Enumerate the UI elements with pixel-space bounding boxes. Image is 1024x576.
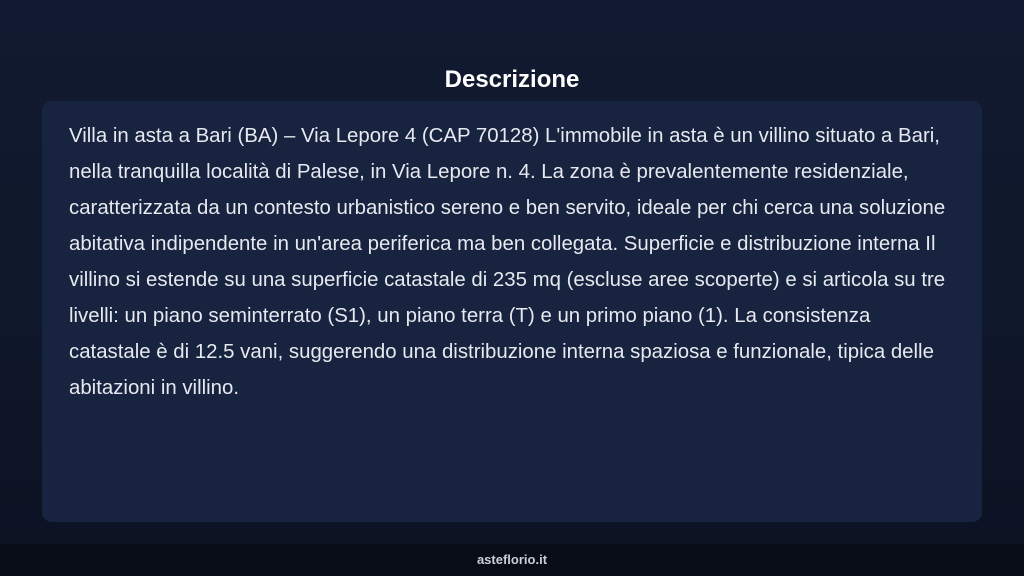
description-card <box>42 101 982 522</box>
footer-brand-link[interactable]: asteflorio.it <box>476 552 548 567</box>
footer-bar <box>0 544 1024 576</box>
description-text: Villa in asta a Bari (BA) – Via Lepore 4 (CAP 70128) L'immobile in asta è un villino situato a Bari, nella tranquilla località di Palese, in Via Lepore n. 4. La zona è prevalentemente residenziale, caratterizzata da un contesto urbanistico sereno e ben servito, ideale per chi cerca una soluzione abitativa indipendente in un'area periferica ma ben collegata. Superficie e distribuzione interna Il villino si estende su una superficie catastale di 235 mq (escluse aree scoperte) e si articola su tre livelli: un piano seminterrato (S1), un piano terra (T) e un primo piano (1). La consistenza catastale è di 12.5 vani, suggerendo una distribuzione interna spaziosa e funzionale, tipica delle abitazioni in villino. <box>69 125 946 399</box>
page-title: Descrizione <box>444 66 580 94</box>
